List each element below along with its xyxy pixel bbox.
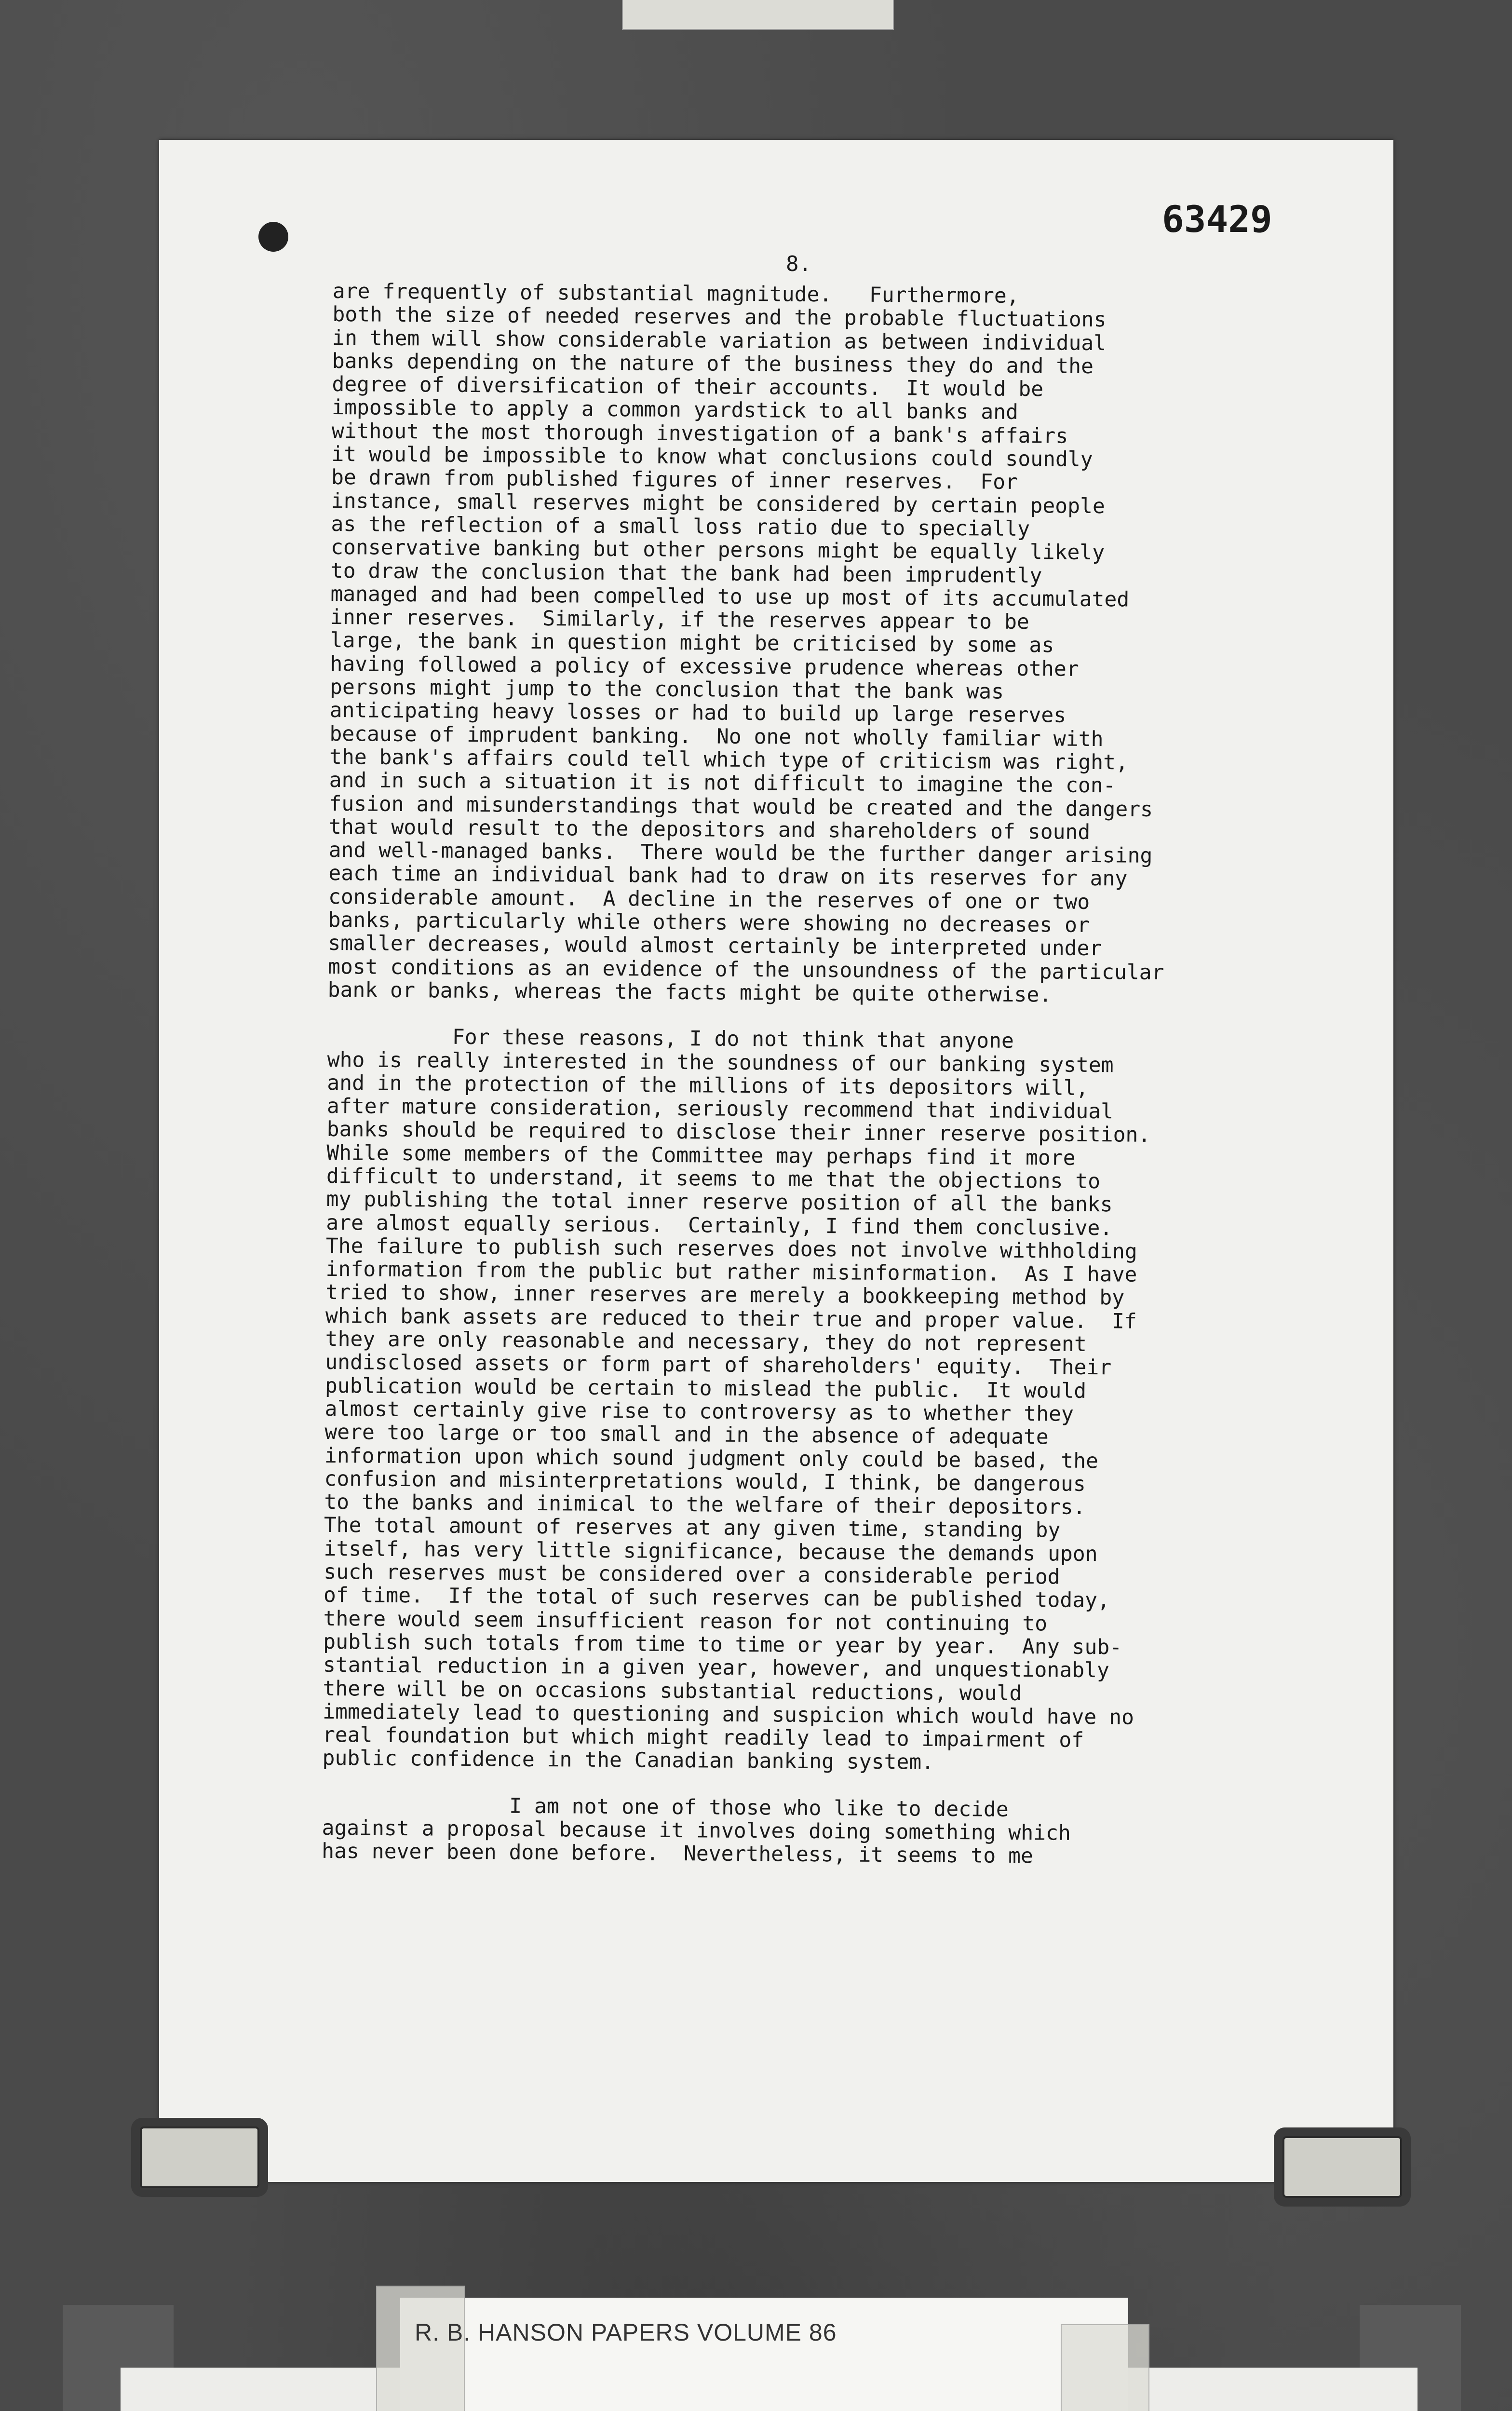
text-line: confusion and misinterpretations would, I think, be dangerous	[324, 1466, 1086, 1496]
page-clip-right	[1282, 2136, 1402, 2198]
text-line: anticipating heavy losses or had to build up large reserves	[329, 698, 1066, 728]
text-line: they are only reasonable and necessary, they do not represent	[325, 1327, 1087, 1357]
text-line: For these reasons, I do not think that anyone	[327, 1024, 1014, 1054]
top-clip	[622, 0, 894, 30]
text-line: almost certainly give rise to controversy as to whether they	[324, 1396, 1074, 1426]
text-line: immediately lead to questioning and suspicion which would have no	[323, 1699, 1134, 1730]
text-line: smaller decreases, would almost certainly be interpreted under	[328, 931, 1102, 961]
text-line: my publishing the total inner reserve position of all the banks	[326, 1187, 1113, 1217]
text-line: were too large or too small and in the absence of adequate	[324, 1420, 1049, 1449]
text-line: most conditions as an evidence of the unsoundness of the particular	[327, 954, 1164, 985]
text-line: having followed a policy of excessive prudence whereas other	[330, 651, 1079, 681]
text-line: The failure to publish such reserves does not involve withholding	[325, 1233, 1137, 1264]
text-line: of time. If the total of such reserves can be published today,	[323, 1583, 1110, 1613]
text-line: and in the protection of the millions of its depositors will,	[327, 1070, 1089, 1100]
archive-tag: R. B. HANSON PAPERS VOLUME 86	[415, 2319, 837, 2346]
tape-left	[376, 2286, 465, 2411]
text-line: banks should be required to disclose their inner reserve position.	[326, 1117, 1151, 1148]
text-line: because of imprudent banking. No one not wholly familiar with	[329, 721, 1104, 751]
text-line: both the size of needed reserves and the probable fluctuations	[332, 302, 1107, 332]
text-line: the bank's affairs could tell which type of criticism was right,	[329, 745, 1129, 775]
text-line: banks, particularly while others were showing no decreases or	[328, 908, 1090, 938]
text-line: and in such a situation it is not difficult to imagine the con-	[329, 768, 1116, 798]
text-line: and well-managed banks. There would be the further danger arising	[328, 838, 1153, 868]
text-line: are almost equally serious. Certainly, I find them conclusive.	[326, 1210, 1113, 1240]
text-line: impossible to apply a common yardstick to all banks and	[331, 395, 1019, 425]
text-line: without the most thorough investigation of a bank's affairs	[331, 419, 1068, 448]
text-line: which bank assets are reduced to their true and proper value. If	[325, 1303, 1137, 1334]
text-line: undisclosed assets or form part of shareholders' equity. Their	[325, 1350, 1112, 1380]
text-line: information from the public but rather misinformation. As I have	[325, 1257, 1137, 1287]
text-line: that would result to the depositors and shareholders of sound	[328, 814, 1091, 844]
text-line: there would seem insufficient reason for not continuing to	[323, 1606, 1048, 1636]
text-line: real foundation but which might readily lead to impairment of	[322, 1723, 1084, 1753]
text-line: instance, small reserves might be considered by certain people	[331, 488, 1106, 518]
text-line: such reserves must be considered over a considerable period	[324, 1559, 1060, 1589]
text-line: against a proposal because it involves doing something which	[322, 1815, 1071, 1845]
text-line: public confidence in the Canadian banking system.	[322, 1746, 934, 1775]
text-line: who is really interested in the soundness of our banking system	[327, 1047, 1114, 1077]
text-line: The total amount of reserves at any given time, standing by	[324, 1513, 1061, 1543]
text-line: fusion and misunderstandings that would be created and the dangers	[329, 791, 1153, 822]
text-line: information upon which sound judgment only could be based, the	[324, 1443, 1099, 1473]
text-line: large, the bank in question might be criticised by some as	[330, 628, 1054, 658]
document-number: 63429	[1162, 198, 1272, 241]
text-line: tried to show, inner reserves are merely a bookkeeping method by	[325, 1280, 1125, 1310]
text-line: banks depending on the nature of the business they do and the	[332, 349, 1094, 379]
text-line: bank or banks, whereas the facts might be quite otherwise.	[327, 977, 1052, 1007]
text-line: each time an individual bank had to draw on its reserves for any	[328, 861, 1128, 891]
text-line: as the reflection of a small loss ratio due to specially	[331, 512, 1030, 542]
text-line: persons might jump to the conclusion that the bank was	[329, 675, 1004, 704]
page-number: 8.	[786, 252, 811, 276]
text-line: itself, has very little significance, because the demands upon	[324, 1536, 1098, 1566]
text-line: there will be on occasions substantial reductions, would	[323, 1676, 1022, 1706]
text-line: degree of diversification of their accounts. It would be	[332, 372, 1044, 402]
text-line: to draw the conclusion that the bank had been imprudently	[330, 558, 1042, 588]
text-line: difficult to understand, it seems to me that the objections to	[326, 1164, 1101, 1194]
text-line: in them will show considerable variation as between individual	[332, 325, 1107, 355]
text-line: are frequently of substantial magnitude. Furthermore,	[332, 279, 1019, 308]
text-line: considerable amount. A decline in the reserves of one or two	[328, 884, 1090, 914]
paragraph-3	[322, 1793, 1349, 1870]
text-line: publication would be certain to mislead the public. It would	[324, 1373, 1087, 1403]
punch-hole	[258, 222, 288, 252]
text-line: I am not one of those who like to decide	[322, 1792, 1009, 1822]
text-line: stantial reduction in a given year, however, and unquestionably	[323, 1653, 1110, 1683]
text-line: to the banks and inimical to the welfare of their depositors.	[324, 1490, 1086, 1520]
paragraph-2	[322, 1025, 1354, 1777]
label-strip	[400, 2298, 1128, 2411]
text-line: conservative banking but other persons might be equally likely	[330, 535, 1105, 565]
text-line: managed and had been compelled to use up most of its accumulated	[330, 582, 1130, 612]
text-line: inner reserves. Similarly, if the reserves appear to be	[330, 605, 1030, 635]
paragraph-1	[328, 280, 1360, 1009]
tape-right	[1061, 2324, 1149, 2411]
text-line: after mature consideration, seriously recommend that individual	[326, 1094, 1114, 1124]
text-line: While some members of the Committee may perhaps find it more	[326, 1140, 1076, 1170]
document-body	[322, 280, 1360, 1870]
text-line: it would be impossible to know what conclusions could soundly	[331, 442, 1093, 472]
text-line: be drawn from published figures of inner reserves. For	[331, 465, 1018, 495]
text-line: has never been done before. Nevertheless, it seems to me	[322, 1839, 1034, 1869]
page-clip-left	[140, 2127, 259, 2188]
text-line: publish such totals from time to time or year by year. Any sub-	[323, 1629, 1122, 1660]
